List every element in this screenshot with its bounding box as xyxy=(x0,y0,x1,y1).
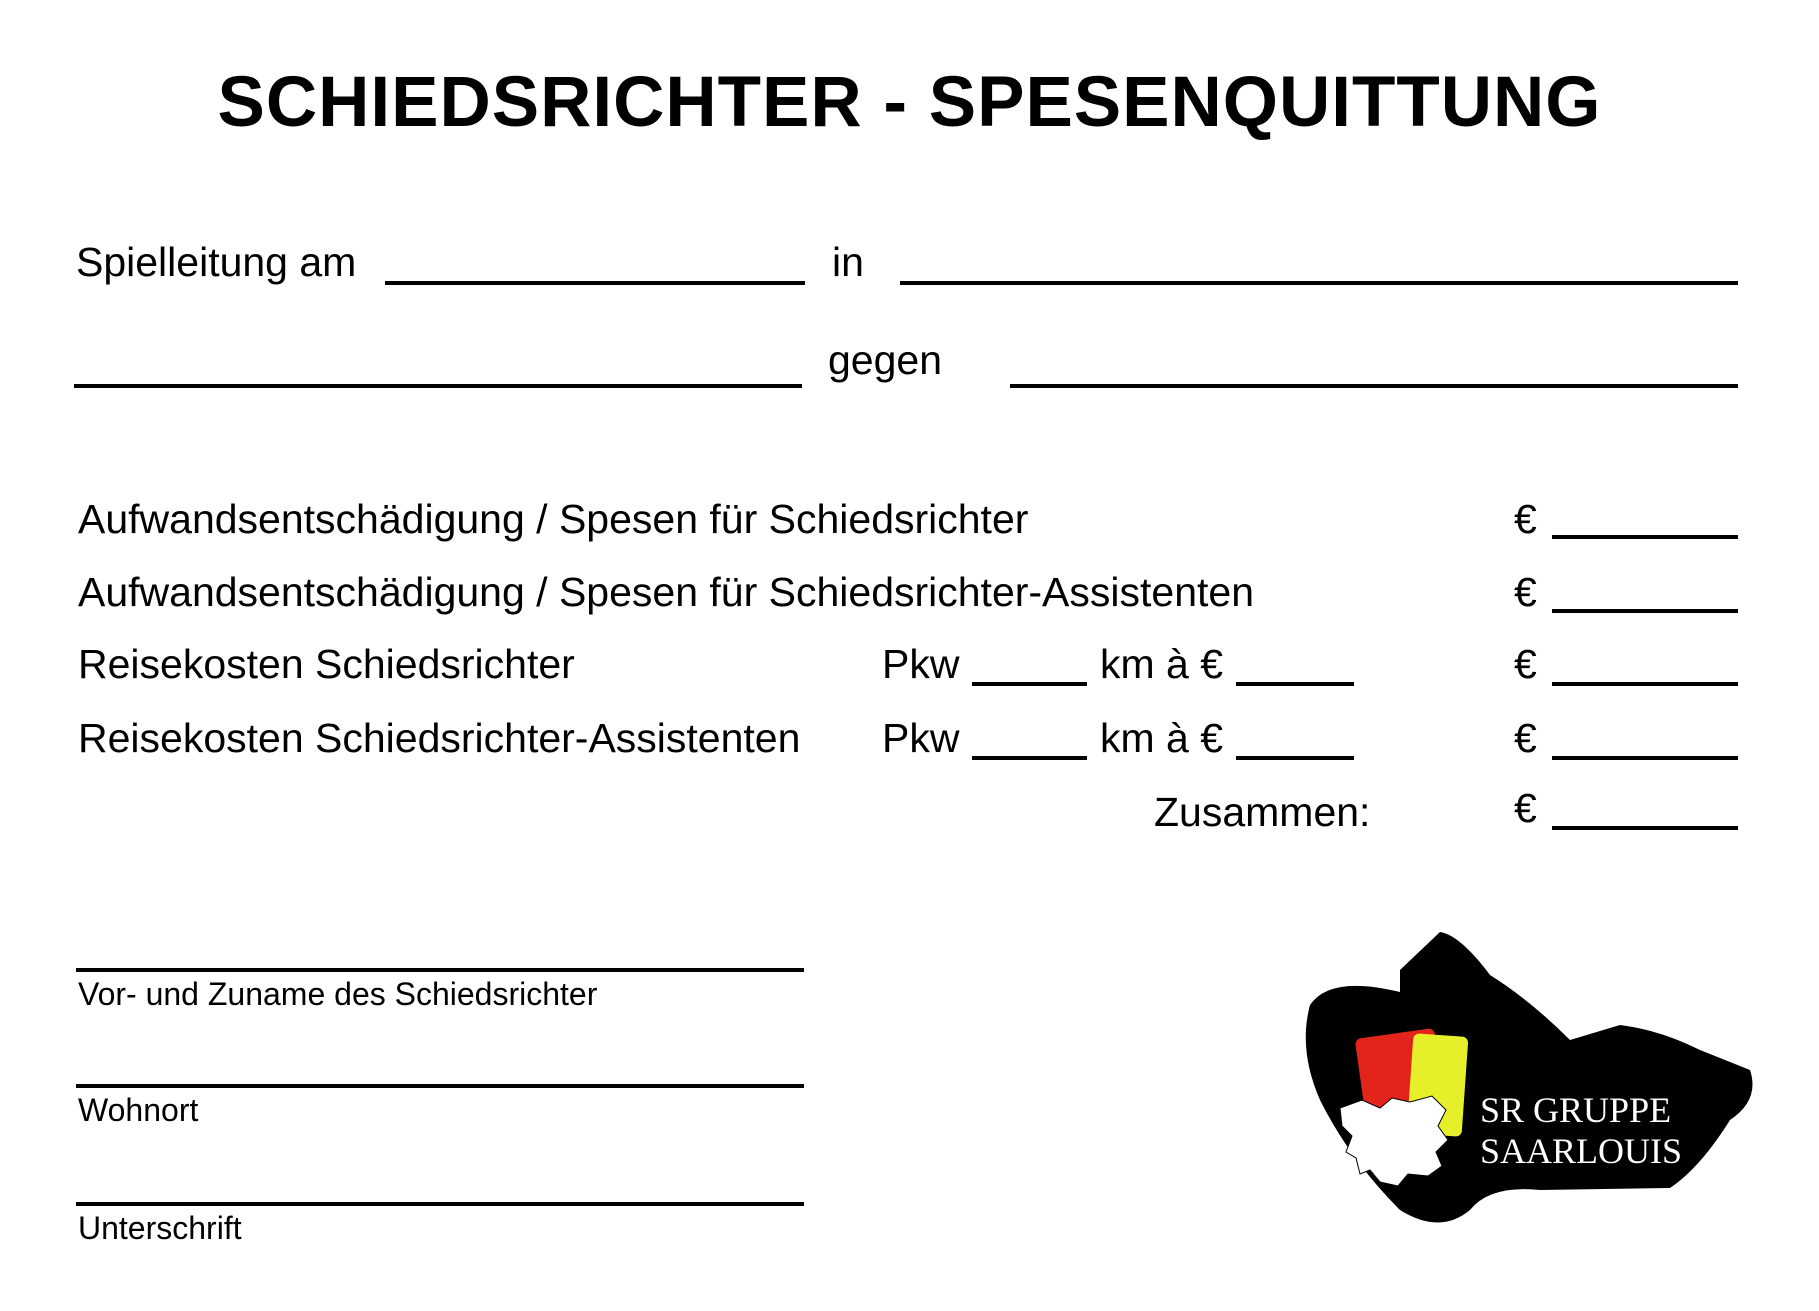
unterschrift-label: Unterschrift xyxy=(78,1210,242,1246)
amount-field-total[interactable] xyxy=(1552,826,1738,830)
euro-sign: € xyxy=(1514,641,1537,687)
km-field-assistants[interactable] xyxy=(972,756,1087,760)
spielleitung-label: Spielleitung am xyxy=(76,239,357,285)
page-title: SCHIEDSRICHTER - SPESENQUITTUNG xyxy=(217,63,1602,142)
total-label: Zusammen: xyxy=(1154,789,1371,835)
wohnort-label: Wohnort xyxy=(78,1092,199,1128)
rate-field-assistants[interactable] xyxy=(1236,756,1354,760)
logo-text-line1: SR GRUPPE xyxy=(1480,1090,1672,1130)
km-field-referee[interactable] xyxy=(972,682,1087,686)
row-label-travel-referee: Reisekosten Schiedsrichter xyxy=(78,641,575,687)
amount-field-travel-assistants[interactable] xyxy=(1552,756,1738,760)
unterschrift-field[interactable] xyxy=(76,1202,804,1206)
logo-text-line2: SAARLOUIS xyxy=(1480,1131,1683,1171)
location-field[interactable] xyxy=(900,281,1738,285)
wohnort-field[interactable] xyxy=(76,1084,804,1088)
euro-sign: € xyxy=(1514,785,1537,831)
name-label: Vor- und Zuname des Schiedsrichter xyxy=(78,976,598,1012)
rate-field-referee[interactable] xyxy=(1236,682,1354,686)
gegen-label: gegen xyxy=(828,337,943,383)
row-label-fee-referee: Aufwandsentschädigung / Spesen für Schiedsrichter xyxy=(78,496,1029,542)
date-field[interactable] xyxy=(385,281,805,285)
km-rate-label: km à € xyxy=(1100,641,1224,687)
pkw-label: Pkw xyxy=(882,641,960,687)
name-field[interactable] xyxy=(76,968,804,972)
sr-gruppe-saarlouis-logo xyxy=(1270,930,1770,1260)
row-label-travel-assistants: Reisekosten Schiedsrichter-Assistenten xyxy=(78,715,801,761)
away-team-field[interactable] xyxy=(1010,384,1738,388)
saarland-map-icon xyxy=(1340,1096,1448,1186)
pkw-label: Pkw xyxy=(882,715,960,761)
amount-field-fee-referee[interactable] xyxy=(1552,535,1738,539)
euro-sign: € xyxy=(1514,715,1537,761)
home-team-field[interactable] xyxy=(74,384,802,388)
amount-field-travel-referee[interactable] xyxy=(1552,682,1738,686)
amount-field-fee-assistants[interactable] xyxy=(1552,609,1738,613)
in-label: in xyxy=(832,239,864,285)
euro-sign: € xyxy=(1514,569,1537,615)
row-label-fee-assistants: Aufwandsentschädigung / Spesen für Schiedsrichter-Assistenten xyxy=(78,569,1255,615)
euro-sign: € xyxy=(1514,496,1537,542)
km-rate-label: km à € xyxy=(1100,715,1224,761)
